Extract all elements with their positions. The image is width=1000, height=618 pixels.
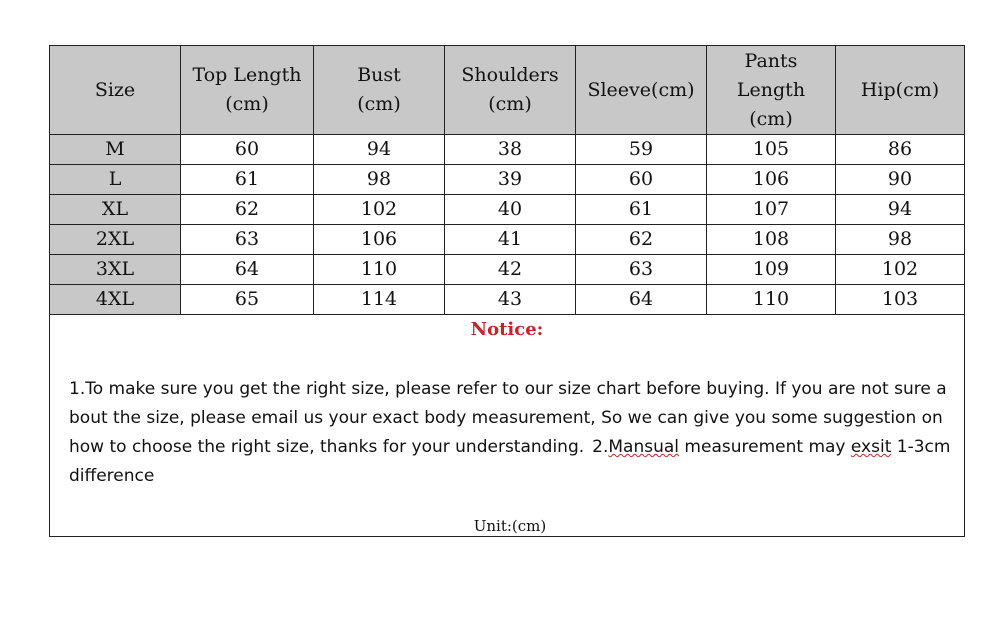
column-header <box>181 46 314 135</box>
size-label-cell: 2XL <box>50 225 181 255</box>
measurement-cell: 65 <box>181 285 314 315</box>
column-header-line: Shoulders <box>461 64 559 86</box>
column-header-line: Bust <box>357 64 401 86</box>
notice-note-2-text: 1-3cm difference <box>69 437 951 486</box>
size-label-cell: XL <box>50 195 181 225</box>
measurement-cell: 62 <box>181 195 314 225</box>
measurement-cell: 38 <box>445 135 576 165</box>
column-header-line: Sleeve(cm) <box>587 78 695 101</box>
size-label-cell: 3XL <box>50 255 181 285</box>
measurement-cell: 64 <box>576 285 707 315</box>
measurement-cell: 110 <box>314 255 445 285</box>
measurement-cell: 39 <box>445 165 576 195</box>
unit-label: Unit:(cm) <box>473 517 547 535</box>
measurement-cell: 59 <box>576 135 707 165</box>
table-row <box>50 195 965 225</box>
measurement-cell: 98 <box>314 165 445 195</box>
column-header-line: (cm) <box>357 93 401 115</box>
measurement-cell: 108 <box>707 225 836 255</box>
column-header <box>707 46 836 135</box>
column-header-line: Hip(cm) <box>860 78 940 101</box>
measurement-cell: 94 <box>314 135 445 165</box>
measurement-cell: 64 <box>181 255 314 285</box>
table-row <box>50 165 965 195</box>
measurement-cell: 105 <box>707 135 836 165</box>
size-label-cell: M <box>50 135 181 165</box>
measurement-cell: 63 <box>576 255 707 285</box>
measurement-cell: 102 <box>836 255 965 285</box>
notice-row <box>50 315 965 537</box>
size-chart-body <box>50 46 965 537</box>
measurement-cell: 90 <box>836 165 965 195</box>
measurement-cell: 41 <box>445 225 576 255</box>
notice-title: Notice: <box>470 319 544 340</box>
column-header-line: Size <box>94 78 136 101</box>
measurement-cell: 62 <box>576 225 707 255</box>
notice-text <box>50 375 964 491</box>
measurement-cell: 106 <box>314 225 445 255</box>
header-row <box>50 46 965 135</box>
column-header-line: (cm) <box>225 93 269 115</box>
measurement-cell: 106 <box>707 165 836 195</box>
column-header-line: (cm) <box>749 107 793 130</box>
table-row <box>50 135 965 165</box>
measurement-cell: 94 <box>836 195 965 225</box>
measurement-cell: 61 <box>576 195 707 225</box>
size-chart-table <box>49 45 965 537</box>
measurement-cell: 86 <box>836 135 965 165</box>
column-header-line: Top Length <box>192 64 302 86</box>
measurement-cell: 60 <box>181 135 314 165</box>
measurement-cell: 98 <box>836 225 965 255</box>
measurement-cell: 61 <box>181 165 314 195</box>
measurement-cell: 40 <box>445 195 576 225</box>
size-label-cell: L <box>50 165 181 195</box>
notice-cell <box>50 315 965 537</box>
measurement-cell: 107 <box>707 195 836 225</box>
measurement-cell: 109 <box>707 255 836 285</box>
column-header <box>445 46 576 135</box>
column-header <box>576 46 707 135</box>
column-header-line: (cm) <box>488 93 532 115</box>
measurement-cell: 110 <box>707 285 836 315</box>
table-row <box>50 225 965 255</box>
table-row <box>50 285 965 315</box>
column-header-line: Pants <box>744 49 798 72</box>
column-header <box>50 46 181 135</box>
measurement-cell: 60 <box>576 165 707 195</box>
table-row <box>50 255 965 285</box>
measurement-cell: 102 <box>314 195 445 225</box>
measurement-cell: 42 <box>445 255 576 285</box>
notice-note-2-text: measurement may <box>679 437 851 457</box>
spellcheck-word: exsit <box>850 437 892 457</box>
notice-note-2-text: 2. <box>592 437 609 457</box>
size-label-cell: 4XL <box>50 285 181 315</box>
column-header <box>836 46 965 135</box>
notice-note-1: 1.To make sure you get the right size, please refer to our size chart before buying. If you are not sure about the size, please email us your exact body measurement, So we can give you some suggestion on how to choose the right size, thanks for your understanding. <box>69 379 947 457</box>
column-header <box>314 46 445 135</box>
measurement-cell: 43 <box>445 285 576 315</box>
column-header-line: Length <box>736 78 806 101</box>
spellcheck-word: Mansual <box>608 437 680 457</box>
measurement-cell: 114 <box>314 285 445 315</box>
measurement-cell: 103 <box>836 285 965 315</box>
measurement-cell: 63 <box>181 225 314 255</box>
